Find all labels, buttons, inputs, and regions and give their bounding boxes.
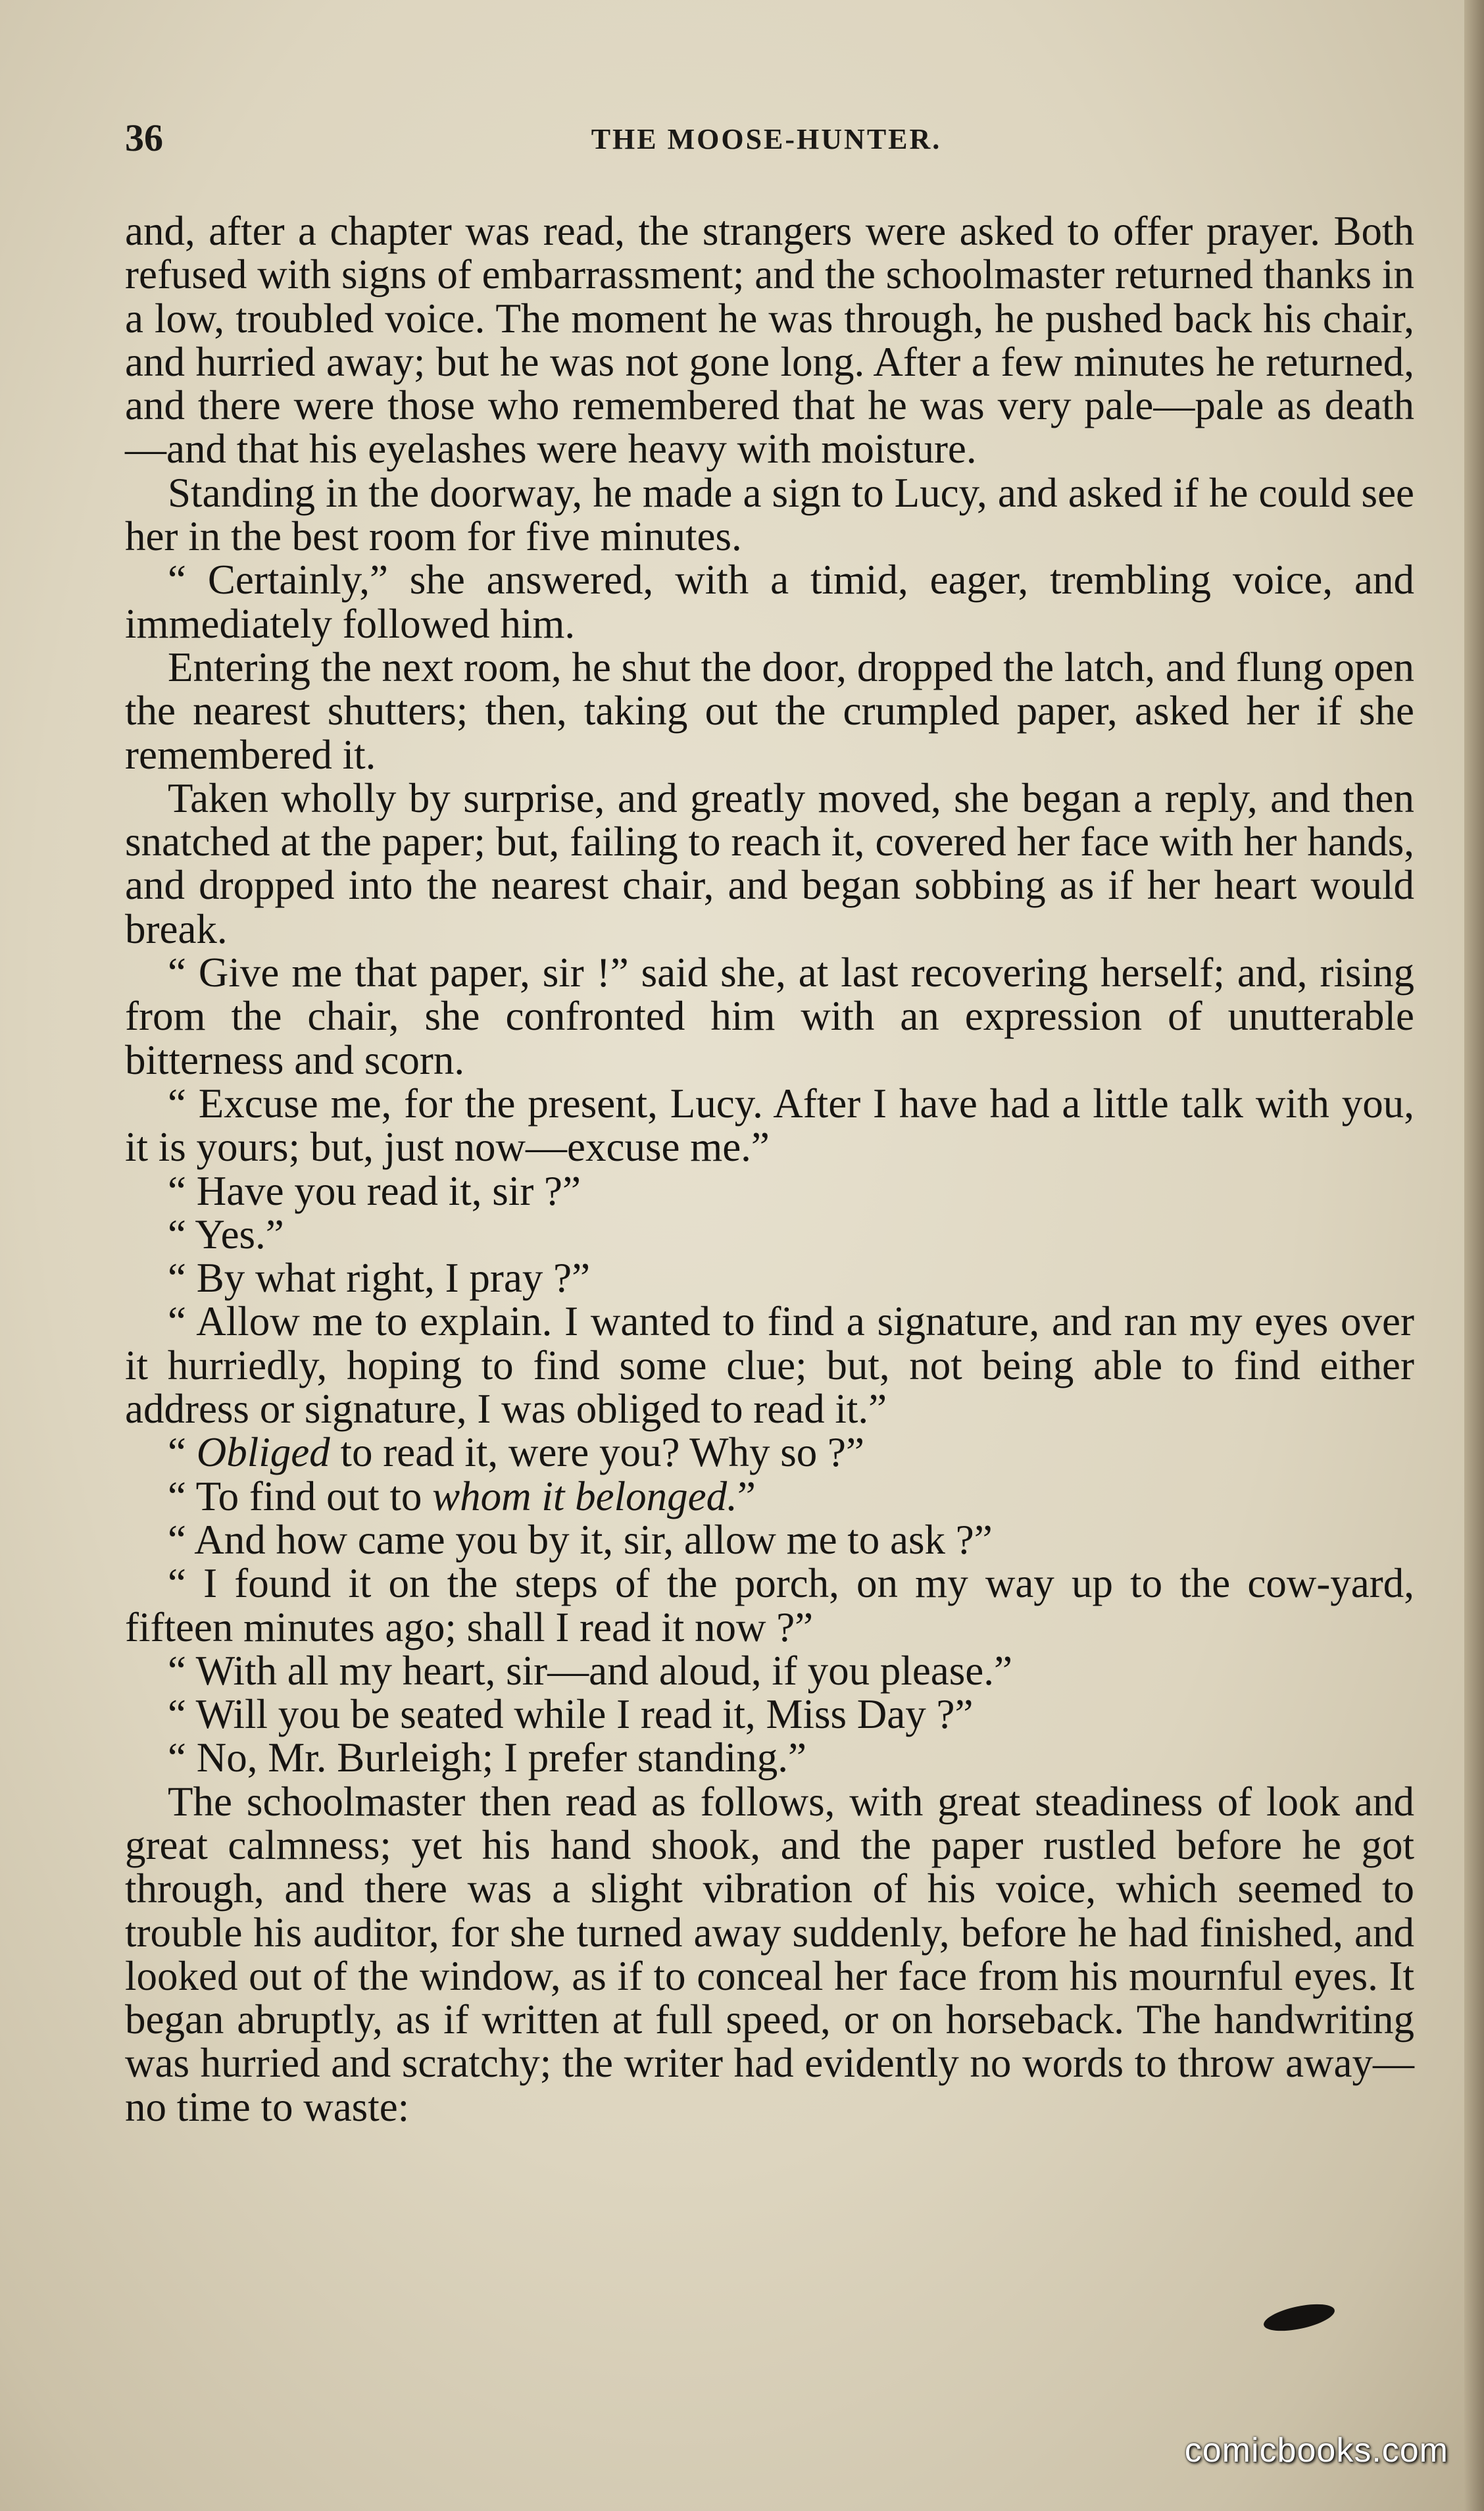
paragraph: “ Give me that paper, sir !” said she, at last recovering herself; and, rising from the chair, she confronted him with an expression of unutterable bitterness and scorn. — [125, 950, 1414, 1083]
paragraph: “ By what right, I pray ?” — [168, 1255, 591, 1302]
paragraph: “ Allow me to explain. I wanted to find a signature, and ran my eyes over it hurriedly, hoping to find some clue; but, not being able to find either address or signature, I was obliged to read it.” — [125, 1298, 1414, 1433]
paragraph: “ With all my heart, sir—and aloud, if you please.” — [168, 1647, 1012, 1694]
italic-whom-it-belonged: whom it belonged. — [432, 1473, 737, 1519]
paragraph: The schoolmaster then read as follows, with great steadiness of look and great calmness; yet his hand shook, and the paper rustled before he got through, and there was a slight vibration of his voice, which seemed to trouble his auditor, for she turned away suddenly, before he had finished, and looked out of the window, as if to conceal her face from his mournful eyes. It began abruptly, as if written at full speed, or on horseback. The handwriting was hurried and scratchy; the writer had evidently no words to throw away—no time to waste: — [125, 1778, 1414, 2130]
page-number: 36 — [125, 116, 163, 159]
body-text — [125, 209, 1414, 2129]
page-header — [125, 116, 1408, 168]
paragraph-start: “ To find out to — [168, 1473, 433, 1519]
paragraph: “ I found it on the steps of the porch, on my way up to the cow-yard, fifteen minutes ago; shall I read it now ?” — [125, 1560, 1414, 1650]
page-edge-shadow — [1464, 0, 1484, 2511]
paragraph: “ Excuse me, for the present, Lucy. After I have had a little talk with you, it is yours; but, just now—excuse me.” — [125, 1080, 1414, 1171]
paragraph: Standing in the doorway, he made a sign to Lucy, and asked if he could see her in the best room for five minutes. — [125, 469, 1414, 560]
paragraph: Entering the next room, he shut the door, dropped the latch, and flung open the nearest shutters; then, taking out the crumpled paper, asked her if she remembered it. — [125, 644, 1414, 778]
paragraph: “ No, Mr. Burleigh; I prefer standing.” — [168, 1735, 806, 1781]
paragraph: Taken wholly by surprise, and greatly moved, she began a reply, and then snatched at the paper; but, failing to reach it, covered her face with her hands, and dropped into the nearest chair, and began sobbing as if her heart would break. — [125, 774, 1414, 952]
quote-close: ” — [737, 1473, 756, 1519]
quote-open: “ — [168, 1429, 197, 1476]
paragraph: “ And how came you by it, sir, allow me to ask ?” — [168, 1516, 993, 1563]
paragraph: “ Have you read it, sir ?” — [168, 1167, 581, 1214]
paragraph-obliged — [125, 1431, 1414, 1474]
paragraph: and, after a chapter was read, the strangers were asked to offer prayer. Both refused with signs of embarrassment; and the schoolmaster returned thanks in a low, troubled voice. The moment he was through, he pushed back his chair, and hurried away; but he was not gone long. After a few minutes he returned, and there were those who remembered that he was very pale—pale as death—and that his eyelashes were heavy with moisture. — [125, 208, 1414, 472]
paragraph-whom — [125, 1475, 1414, 1518]
ink-blot — [1262, 2299, 1337, 2336]
paragraph: “ Will you be seated while I read it, Miss Day ?” — [168, 1691, 974, 1738]
paragraph: “ Certainly,” she answered, with a timid, eager, trembling voice, and immediately followed him. — [125, 557, 1414, 647]
paragraph: “ Yes.” — [168, 1211, 284, 1257]
paragraph-rest: to read it, were you? Why so ?” — [330, 1429, 864, 1476]
italic-obliged: Obliged — [196, 1429, 330, 1476]
watermark: comicbooks.com — [1184, 2431, 1448, 2470]
running-head: THE MOOSE-HUNTER. — [591, 123, 942, 155]
